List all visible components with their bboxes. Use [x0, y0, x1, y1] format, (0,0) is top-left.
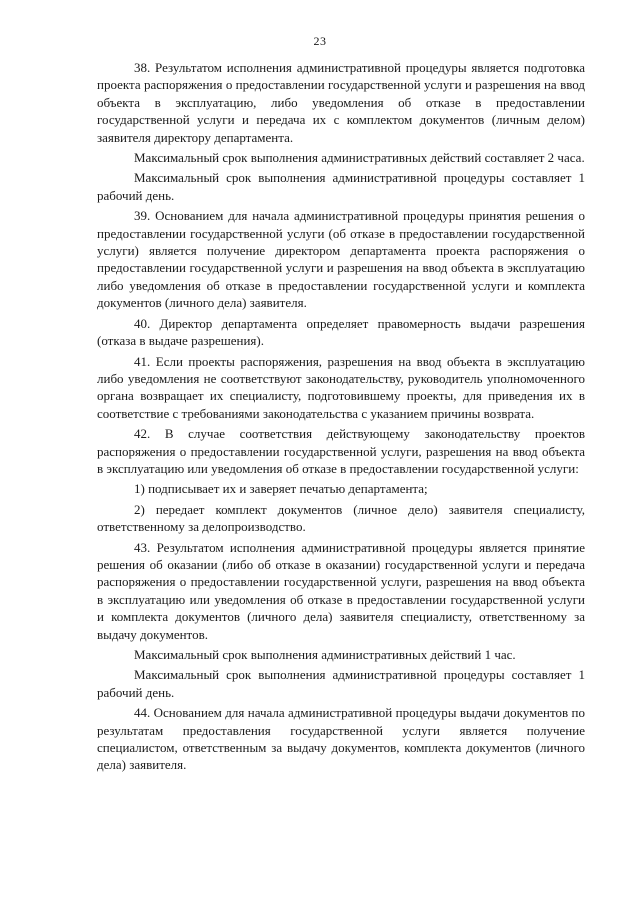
paragraph-43: 43. Результатом исполнения административной процедуры является принятие решения об оказании (либо об отказе в оказании) государственной услуги и передача распоряжения о предоставлении государственной услуги, разрешения на ввод объекта в эксплуатацию или уведомления об отказе в предоставлении государственной услуги и комплекта документов (личного дела) заявителя специалисту, ответственному за выдачу документов.	[97, 539, 585, 642]
paragraph-38: 38. Результатом исполнения административной процедуры является подготовка проекта распоряжения о предоставлении государственной услуги и разрешения на ввод объекта в эксплуатацию, либо уведомления об отказе в предоставлении государственной услуги и передача их с комплектом документов (личным делом) заявителя директору департамента.	[97, 60, 585, 145]
document-body	[97, 59, 585, 777]
paragraph-max-actions-time-2: Максимальный срок выполнения административных действий 1 час.	[134, 647, 516, 662]
paragraph-max-actions-time: Максимальный срок выполнения административных действий составляет 2 часа.	[134, 150, 585, 166]
paragraph-41: 41. Если проекты распоряжения, разрешения на ввод объекта в эксплуатацию либо уведомления не соответствуют законодательству, руководитель уполномоченного органа возвращает их специалисту, подготовившему проекты, для приведения их в соответствие с требованиями законодательства с указанием причины возврата.	[97, 353, 585, 421]
paragraph-44: 44. Основанием для начала административной процедуры выдачи документов по результатам предоставления государственной услуги является получение специалистом, ответственным за выдачу документов, комплекта документов (личного дела) заявителя.	[97, 705, 585, 773]
list-item-2: 2) передает комплект документов (личное дело) заявителя специалисту, ответственному за делопроизводство.	[97, 501, 585, 535]
paragraph-max-procedure-time-2: Максимальный срок выполнения административной процедуры составляет 1 рабочий день.	[97, 667, 585, 700]
paragraph-42: 42. В случае соответствия действующему законодательству проектов распоряжения о предоставлении государственной услуги, разрешения на ввод объекта в эксплуатацию или уведомления об отказе в предоставлении государственной услуги:	[97, 426, 585, 476]
paragraph-39: 39. Основанием для начала административной процедуры принятия решения о предоставлении государственной услуги (об отказе в предоставлении государственной услуги) является получение директором департамента проекта распоряжения о предоставлении государственной услуги и разрешения на ввод объекта в эксплуатацию либо уведомления об отказе в предоставлении государственной услуги и комплекта документов (личного дела) заявителя.	[97, 208, 585, 311]
paragraph-max-procedure-time: Максимальный срок выполнения административной процедуры составляет 1 рабочий день.	[97, 170, 585, 203]
list-item-1: 1) подписывает их и заверяет печатью департамента;	[134, 481, 428, 497]
paragraph-40: 40. Директор департамента определяет правомерность выдачи разрешения (отказа в выдаче разрешения).	[97, 315, 585, 349]
page-number: 23	[313, 34, 327, 48]
